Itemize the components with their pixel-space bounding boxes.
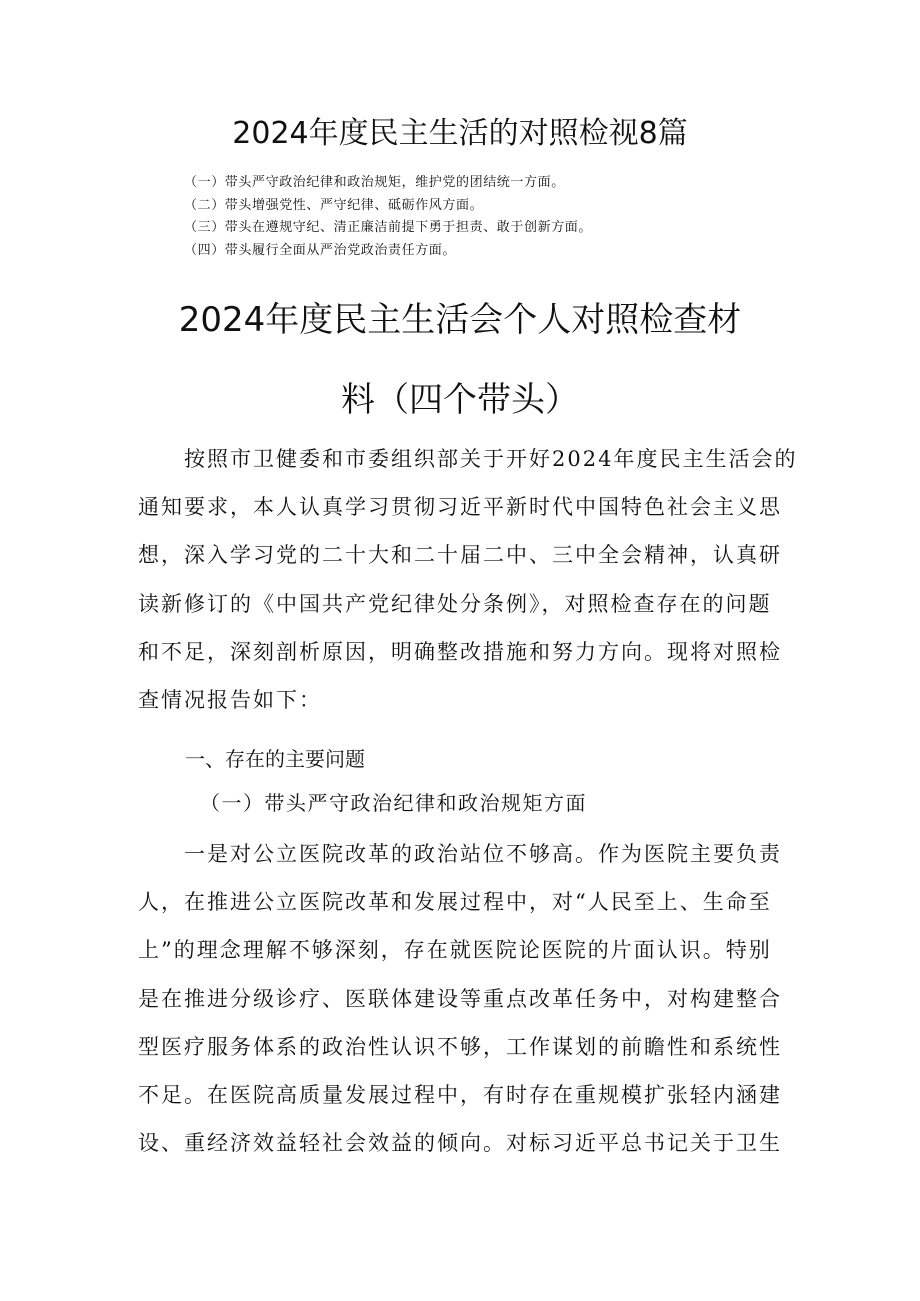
body-paragraph [138,830,798,1167]
body-line: 人，在推进公立医院改革和发展过程中，对“人民至上、生命至 [138,890,772,915]
body-line: 不足。在医院高质量发展过程中，有时存在重规模扩张轻内涵建 [138,1082,782,1107]
toc-item-4: （四）带头履行全面从严治党政治责任方面。 [184,242,457,258]
report-title-line-2: 料（四个带头） [341,380,579,420]
intro-paragraph [138,435,798,724]
body-line: 上”的理念理解不够深刻，存在就医院论医院的片面认识。特别 [138,938,772,963]
toc-item-1: （一）带头严守政治纪律和政治规矩，维护党的团结统一方面。 [184,175,565,190]
body-line: 是在推进分级诊疗、医联体建设等重点改革任务中，对构建整合 [138,986,782,1011]
section-heading: 一、存在的主要问题 [185,747,365,771]
body-line: 设、重经济效益轻社会效益的倾向。对标习近平总书记关于卫生 [138,1131,782,1156]
intro-line: 按照市卫健委和市委组织部关于开好2024年度民主生活会的 [138,447,798,471]
intro-line: 想，深入学习党的二十大和二十届二中、三中全会精神，认真研 [138,543,782,568]
report-title-line-1: 2024年度民主生活会个人对照检查材 [178,300,742,340]
intro-line: 和不足，深刻剖析原因，明确整改措施和努力方向。现将对照检 [138,639,782,664]
toc-item-3: （三）带头在遵规守纪、清正廉洁前提下勇于担责、敢于创新方面。 [184,220,593,235]
subsection-heading: （一）带头严守政治纪律和政治规矩方面 [200,791,587,815]
intro-line: 查情况报告如下： [138,687,322,712]
toc-item-2: （二）带头增强党性、严守纪律、砥砺作风方面。 [184,197,484,213]
body-line: 型医疗服务体系的政治性认识不够，工作谋划的前瞻性和系统性 [138,1034,782,1059]
toc-list [184,172,592,262]
body-line: 一是对公立医院改革的政治站位不够高。作为医院主要负责 [138,842,782,866]
intro-line: 通知要求，本人认真学习贯彻习近平新时代中国特色社会主义思 [138,495,782,520]
intro-line: 读新修订的《中国共产党纪律处分条例》，对照检查存在的问题 [138,591,772,616]
document-title: 2024年度民主生活的对照检视8篇 [232,116,688,151]
